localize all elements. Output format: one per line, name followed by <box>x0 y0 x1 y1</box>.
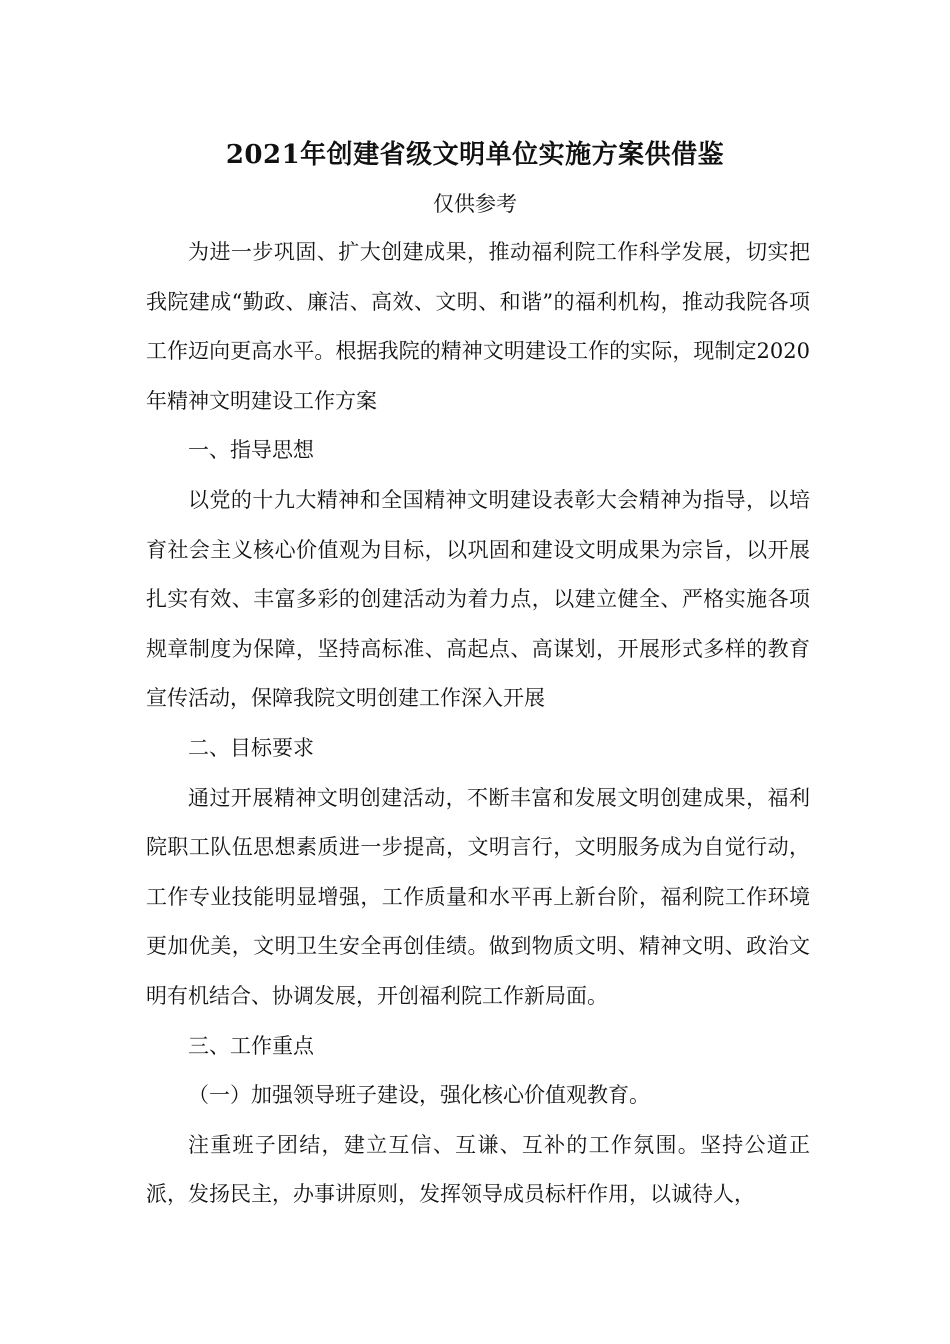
leadership-paragraph: 注重班子团结，建立互信、互谦、互补的工作氛围。坚持公道正派，发扬民主，办事讲原则，发挥领导成员标杆作用，以诚待人， <box>146 1132 810 1207</box>
section-heading-goals: 二、目标要求 <box>188 735 314 760</box>
subsection-heading-leadership: （一）加强领导班子建设，强化核心价值观教育。 <box>188 1083 650 1108</box>
goals-paragraph: 通过开展精神文明创建活动，不断丰富和发展文明创建成果，福利院职工队伍思想素质进一步提高，文明言行，文明服务成为自觉行动，工作专业技能明显增强，工作质量和水平再上新台阶，福利院工作环境更加优美，文明卫生安全再创佳绩。做到物质文明、精神文明、政治文明有机结合、协调发展，开创福利院工作新局面。 <box>146 785 810 1008</box>
document-title: 2021年创建省级文明单位实施方案供借鉴 <box>225 140 725 170</box>
section-heading-guiding-thought: 一、指导思想 <box>188 438 314 463</box>
document-subtitle: 仅供参考 <box>433 192 517 216</box>
section-heading-work-focus: 三、工作重点 <box>188 1033 314 1058</box>
document-body <box>146 228 810 1220</box>
guiding-thought-paragraph: 以党的十九大精神和全国精神文明建设表彰大会精神为指导，以培育社会主义核心价值观为目标，以巩固和建设文明成果为宗旨，以开展扎实有效、丰富多彩的创建活动为着力点，以建立健全、严格实施各项规章制度为保障，坚持高标准、高起点、高谋划，开展形式多样的教育宣传活动，保障我院文明创建工作深入开展 <box>146 487 810 711</box>
intro-paragraph: 为进一步巩固、扩大创建成果，推动福利院工作科学发展，切实把我院建成“勤政、廉洁、高效、文明、和谐”的福利机构，推动我院各项工作迈向更高水平。根据我院的精神文明建设工作的实际，现制定2020年精神文明建设工作方案 <box>146 240 810 413</box>
